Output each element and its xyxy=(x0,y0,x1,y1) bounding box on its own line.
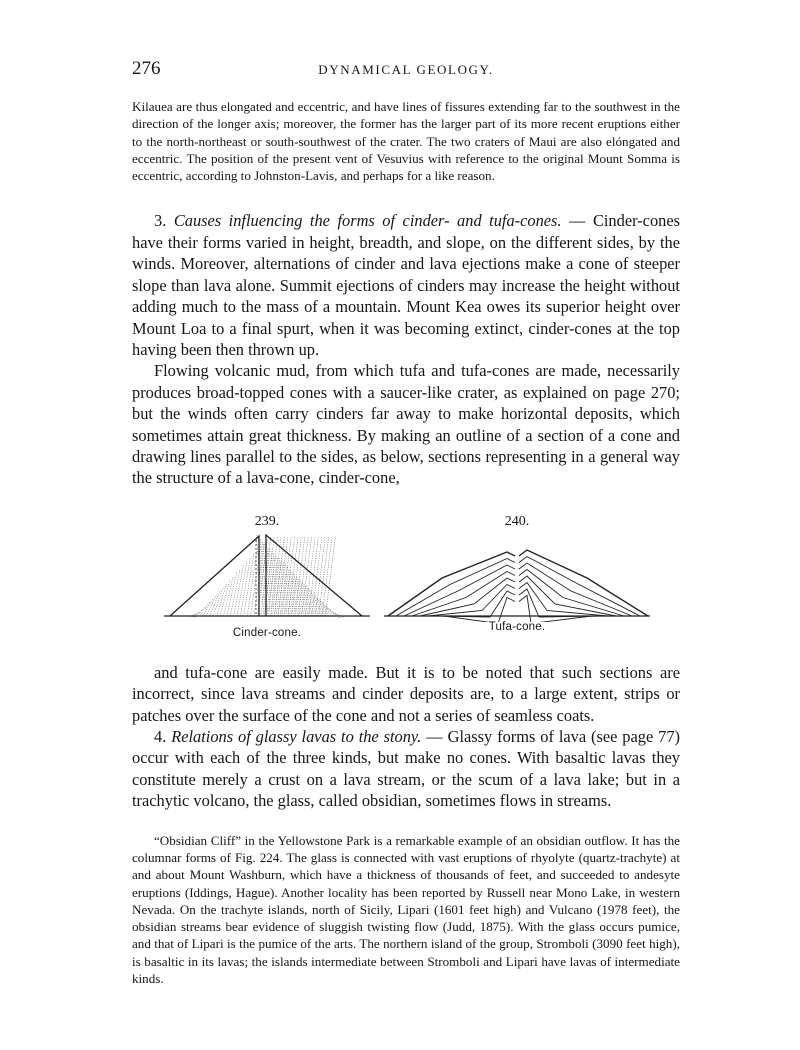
section-4-paragraph xyxy=(132,726,680,812)
footnote-paragraph: “Obsidian Cliff” in the Yellowstone Park is a remarkable example of an obsidian outflow. It has the columnar forms of Fig. 224. The glass is connected with vast eruptions of rhyolyte (quartz-trachyte) at and about Mount Washburn, which have a thickness of thousands of feet, and succeeded to andesyte eruptions (Iddings, Hague). Another locality has been reported by Russell near Mono Lake, in western Nevada. On the trachyte islands, north of Sicily, Lipari (1601 feet high) and Vulcano (1978 feet), the obsidian streams bear evidence of sluggish twisting flow (Judd, 1875). With the glass occurs pumice, and that of Lipari is the pumice of the arts. The northern island of the group, Stromboli (3090 feet high), is basaltic in its lavas; the islands intermediate between Stromboli and Lipari have lavas of intermediate kinds. xyxy=(132,832,680,986)
section-3-paragraph xyxy=(132,210,680,360)
tufa-cone-diagram xyxy=(382,530,652,622)
figure-239-number: 239. xyxy=(254,513,280,529)
section-3-dash: — xyxy=(561,211,593,231)
section-4-body: Glassy forms of lava (see page 77) occur with each of the three kinds, but make no cones. With basaltic lavas they constitute merely a crust on a lava stream, or the scum of a lava lake; but in a trachytic volcano, the glass, called obsidian, sometimes flows in streams. xyxy=(132,726,680,811)
section-3-heading: Causes influencing the forms of cinder- and tufa-cones. xyxy=(173,211,562,231)
figure-239-caption: Cinder-cone. xyxy=(232,626,302,639)
page-number: 276 xyxy=(132,58,161,79)
page-header xyxy=(132,58,680,82)
section-4-number: 4. xyxy=(154,726,167,746)
figure-240-number: 240. xyxy=(504,513,530,529)
after-figures-paragraph: and tufa-cone are easily made. But it is to be noted that such sections are incorrect, since lava streams and cinder deposits are, to a large extent, strips or patches over the surface of the cone and not a series of seamless coats. xyxy=(132,662,680,725)
figures-row xyxy=(132,514,680,654)
cinder-cone-diagram xyxy=(162,530,372,622)
tufa-cone-right-layers xyxy=(519,550,648,622)
cinder-cone-right-slope xyxy=(266,535,362,616)
book-page xyxy=(132,58,680,987)
tufa-paragraph: Flowing volcanic mud, from which tufa and tufa-cones are made, necessarily produces broad-topped cones with a saucer-like crater, as explained on page 270; but the winds often carry cinders far away to make horizontal deposits, which sometimes attain great thickness. By making an outline of a section of a cone and drawing lines parallel to the sides, as below, sections representing in a general way the structure of a lava-cone, cinder-cone, xyxy=(132,361,680,488)
running-head: DYNAMICAL GEOLOGY. xyxy=(318,62,494,77)
figure-240-caption: Tufa-cone. xyxy=(488,620,546,633)
section-4-heading: Relations of glassy lavas to the stony. xyxy=(171,726,422,746)
section-4-dash: — xyxy=(421,726,448,746)
section-3-body: Cinder-cones have their forms varied in height, breadth, and slope, on the different sides, by the winds. Moreover, alternations of cinder and lava ejections make a cone of steeper slope than lava alone. Summit ejections of cinders may increase the height without adding much to the mass of a mountain. Mount Kea owes its superior height over Mount Loa to a final spurt, when it was becoming extinct, cinder-cones at the top having been then thrown up. xyxy=(132,211,680,359)
intro-paragraph: Kilauea are thus elongated and eccentric, and have lines of fissures extending far to the southwest in the direction of the longer axis; moreover, the former has the larger part of its more recent eruptions either to the north-northeast or south-southwest of the crater. The two craters of Maui are also elóngated and eccentric. The position of the present vent of Vesuvius with reference to the original Mount Somma is eccentric, according to Johnston-Lavis, and perhaps for a like reason. xyxy=(132,99,680,184)
section-3-number: 3. xyxy=(154,211,167,231)
tufa-cone-left-layers xyxy=(388,552,515,622)
